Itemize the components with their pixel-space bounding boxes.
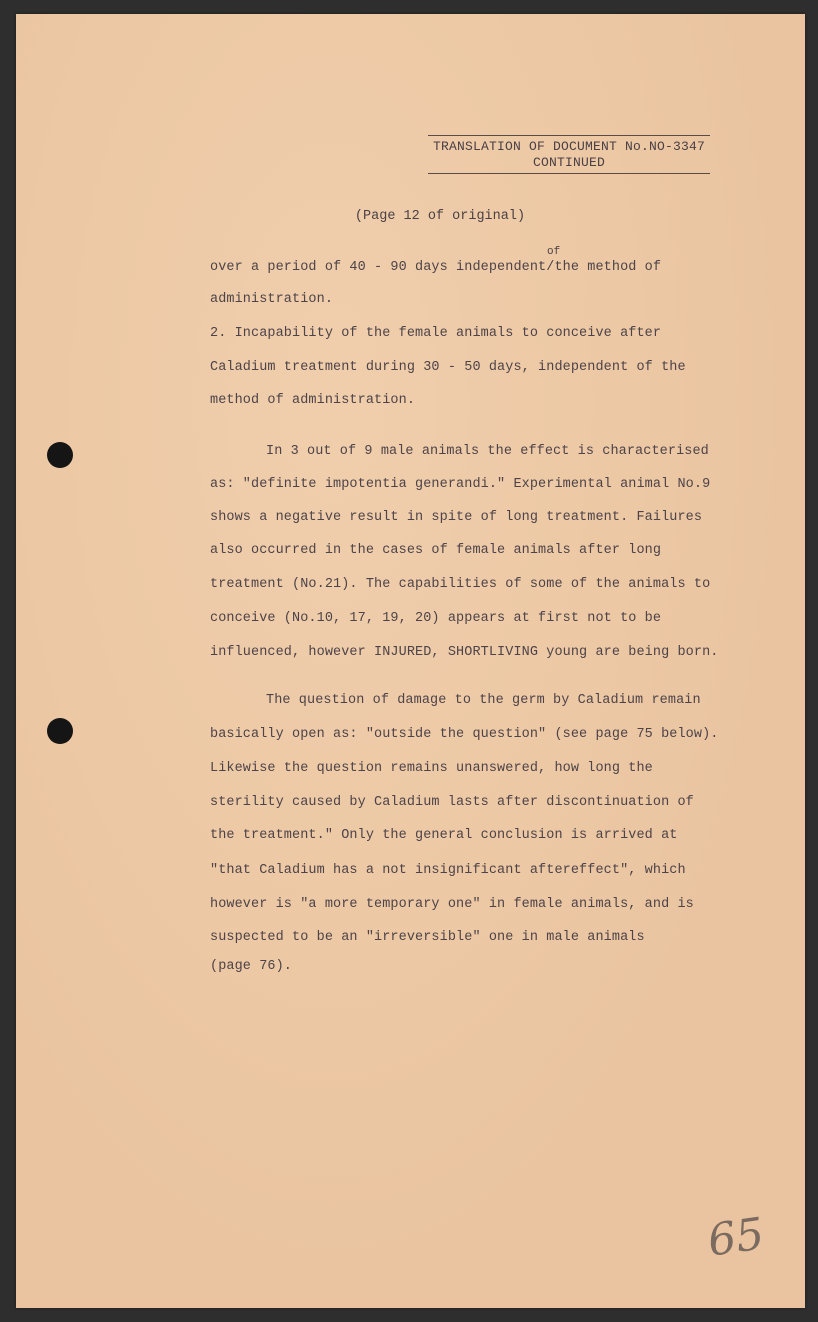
body-line: In 3 out of 9 male animals the effect is characterised (266, 444, 709, 459)
handwritten-folio-number: 65 (704, 1208, 768, 1267)
body-line: 2. Incapability of the female animals to conceive after (210, 326, 662, 341)
punch-hole (47, 718, 73, 744)
body-line: administration. (210, 292, 334, 307)
body-line: (page 76). (210, 959, 293, 974)
punch-hole (47, 442, 73, 468)
body-line: treatment (No.21). The capabilities of some of the animals to (210, 577, 711, 592)
page-reference: (Page 12 of original) (354, 209, 526, 224)
document-header (428, 135, 710, 174)
body-line: sterility caused by Caladium lasts after discontinuation of (210, 795, 694, 810)
body-line: over a period of 40 - 90 days independent/the method of (210, 260, 662, 275)
body-line: suspected to be an "irreversible" one in male animals (210, 930, 645, 945)
body-line: basically open as: "outside the question" (see page 75 below). (210, 727, 719, 742)
body-line: the treatment." Only the general conclusion is arrived at (210, 828, 678, 843)
body-line: however is "a more temporary one" in female animals, and is (210, 897, 694, 912)
body-line: "that Caladium has a not insignificant aftereffect", which (210, 863, 686, 878)
body-line: method of administration. (210, 393, 416, 408)
body-line: influenced, however INJURED, SHORTLIVING young are being born. (210, 645, 719, 660)
body-line: also occurred in the cases of female animals after long (210, 543, 662, 558)
body-line: conceive (No.10, 17, 19, 20) appears at first not to be (210, 611, 662, 626)
header-title: TRANSLATION OF DOCUMENT No.NO-3347 (432, 139, 706, 154)
interlinear-insert: of (547, 246, 561, 258)
body-line: as: "definite impotentia generandi." Experimental animal No.9 (210, 477, 711, 492)
body-line: shows a negative result in spite of long treatment. Failures (210, 510, 703, 525)
body-line: Likewise the question remains unanswered, how long the (210, 761, 653, 776)
body-line: Caladium treatment during 30 - 50 days, independent of the (210, 360, 686, 375)
header-subtitle: CONTINUED (532, 155, 605, 170)
body-line: The question of damage to the germ by Caladium remain (266, 693, 701, 708)
